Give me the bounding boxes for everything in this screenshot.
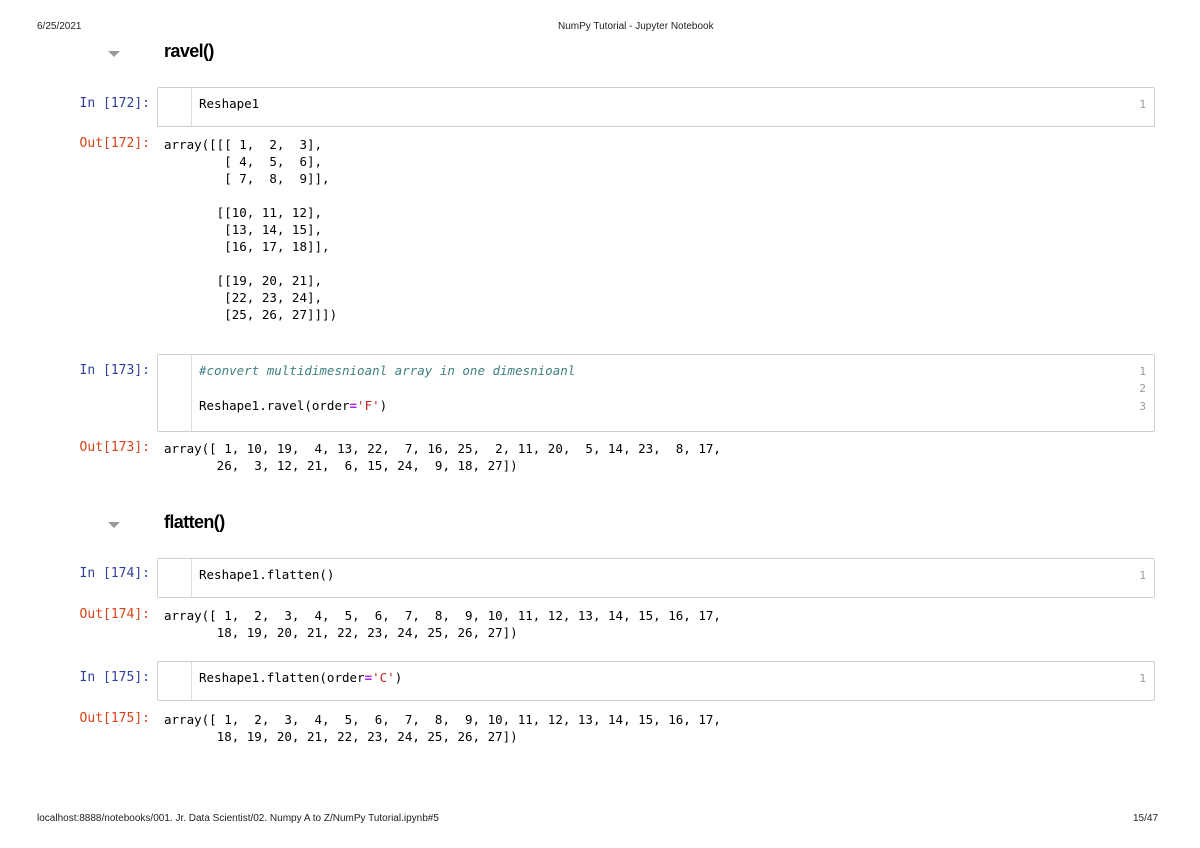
print-title: NumPy Tutorial - Jupyter Notebook <box>558 21 714 32</box>
collapse-caret-icon[interactable] <box>108 51 120 57</box>
print-date: 6/25/2021 <box>37 21 82 32</box>
code-string: 'C' <box>372 670 395 685</box>
out-prompt: Out[173]: <box>79 440 150 455</box>
code-text: Reshape1.ravel(order <box>199 398 350 413</box>
line-number-gutter <box>158 355 192 431</box>
out-prompt: Out[172]: <box>79 136 150 151</box>
code-cell-input[interactable] <box>157 558 1155 598</box>
line-number: 3 <box>1139 400 1146 413</box>
cell-output: array([[[ 1, 2, 3], [ 4, 5, 6], [ 7, 8, 9]], [[10, 11, 12], [13, 14, 15], [16, 17, 18]], [[19, 20, 21], [22, 23, 24], [25, 26, 27]]]) <box>164 137 338 322</box>
code-line: Reshape1 <box>199 96 260 111</box>
section-title: ravel() <box>164 41 214 61</box>
in-prompt: In [175]: <box>79 670 150 685</box>
code-line <box>199 398 387 413</box>
code-operator: = <box>349 398 358 413</box>
line-number: 1 <box>1139 365 1146 378</box>
code-cell-input[interactable] <box>157 87 1155 127</box>
line-number: 1 <box>1139 569 1146 582</box>
code-text: ) <box>379 398 388 413</box>
print-url: localhost:8888/notebooks/001. Jr. Data Scientist/02. Numpy A to Z/NumPy Tutorial.ipynb#5 <box>37 813 439 824</box>
cell-output: array([ 1, 2, 3, 4, 5, 6, 7, 8, 9, 10, 11, 12, 13, 14, 15, 16, 17, 18, 19, 20, 21, 22, 23, 24, 25, 26, 27]) <box>164 712 721 744</box>
line-number-gutter <box>158 662 192 700</box>
code-cell-input[interactable] <box>157 661 1155 701</box>
code-cell-input[interactable] <box>157 354 1155 432</box>
in-prompt: In [172]: <box>79 96 150 111</box>
section-title: flatten() <box>164 512 225 532</box>
cell-output: array([ 1, 10, 19, 4, 13, 22, 7, 16, 25, 2, 11, 20, 5, 14, 23, 8, 17, 26, 3, 12, 21, 6, 15, 24, 9, 18, 27]) <box>164 441 721 473</box>
cell-output: array([ 1, 2, 3, 4, 5, 6, 7, 8, 9, 10, 11, 12, 13, 14, 15, 16, 17, 18, 19, 20, 21, 22, 23, 24, 25, 26, 27]) <box>164 608 721 640</box>
code-line <box>199 670 402 685</box>
line-number-gutter <box>158 88 192 126</box>
out-prompt: Out[174]: <box>79 607 150 622</box>
line-number: 2 <box>1139 382 1146 395</box>
page-number: 15/47 <box>1133 813 1159 824</box>
in-prompt: In [173]: <box>79 363 150 378</box>
code-comment: #convert multidimesnioanl array in one dimesnioanl <box>199 363 576 378</box>
code-operator: = <box>364 670 373 685</box>
line-number-gutter <box>158 559 192 597</box>
in-prompt: In [174]: <box>79 566 150 581</box>
code-text: ) <box>394 670 403 685</box>
code-line: Reshape1.flatten() <box>199 567 335 582</box>
code-text: Reshape1.flatten(order <box>199 670 365 685</box>
line-number: 1 <box>1139 98 1146 111</box>
code-string: 'F' <box>357 398 380 413</box>
collapse-caret-icon[interactable] <box>108 522 120 528</box>
out-prompt: Out[175]: <box>79 711 150 726</box>
line-number: 1 <box>1139 672 1146 685</box>
